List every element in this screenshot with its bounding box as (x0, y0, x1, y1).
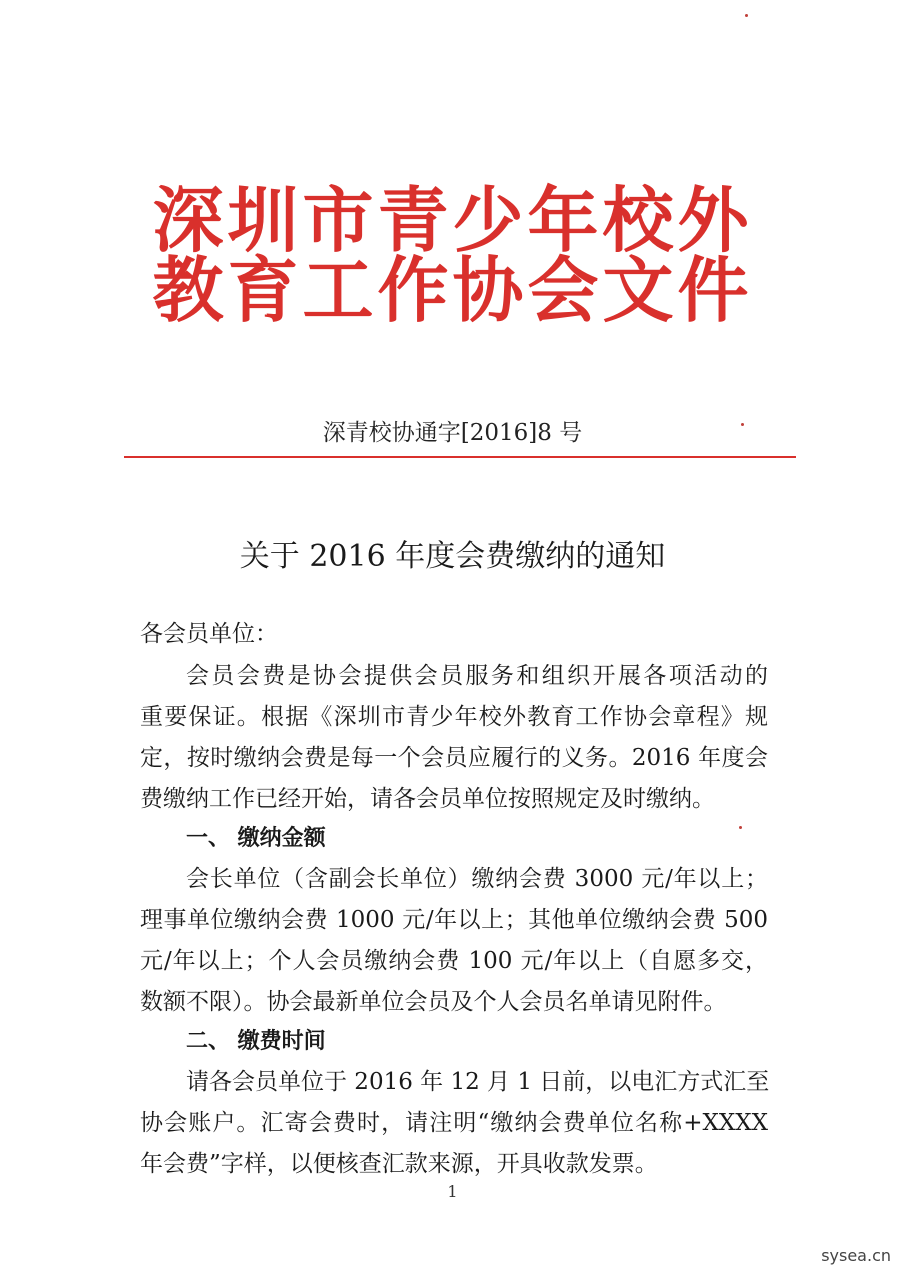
salutation: 各会员单位： (140, 621, 278, 647)
intro-line: 会员会费是协会提供会员服务和组织开展各项活动的 (186, 663, 768, 689)
intro-line: 费缴纳工作已经开始，请各会员单位按照规定及时缴纳。 (140, 786, 715, 812)
red-divider (124, 456, 796, 458)
scan-speck (739, 826, 742, 829)
notice-title: 关于 2016 年度会费缴纳的通知 (239, 539, 666, 574)
section-heading: 一、 缴纳金额 (186, 826, 326, 851)
intro-line: 重要保证。根据《深圳市青少年校外教育工作协会章程》规 (140, 704, 768, 730)
page-number: 1 (447, 1182, 458, 1201)
document-number: 深青校协通字[2016]8 号 (322, 420, 583, 446)
scan-speck (741, 423, 744, 426)
section-heading: 二、 缴费时间 (186, 1029, 326, 1054)
masthead-line-2: 教育工作协会文件 (152, 249, 753, 332)
scan-speck (745, 14, 748, 17)
intro-line: 定，按时缴纳会费是每一个会员应履行的义务。2016 年度会 (140, 745, 768, 771)
section2-line: 年会费”字样，以便核查汇款来源，开具收款发票。 (140, 1151, 658, 1177)
section1-line: 元/年以上；个人会员缴纳会费 100 元/年以上（自愿多交， (140, 948, 768, 974)
section1-line: 理事单位缴纳会费 1000 元/年以上；其他单位缴纳会费 500 (140, 907, 768, 933)
section2-line: 请各会员单位于 2016 年 12 月 1 日前，以电汇方式汇至 (186, 1069, 770, 1095)
section1-line: 会长单位（含副会长单位）缴纳会费 3000 元/年以上； (186, 866, 768, 892)
watermark-text: sysea.cn (821, 1246, 891, 1265)
section2-line: 协会账户。汇寄会费时，请注明“缴纳会费单位名称+XXXX (140, 1110, 768, 1136)
masthead-line-1: 深圳市青少年校外 (152, 179, 753, 262)
section1-line: 数额不限）。协会最新单位会员及个人会员名单请见附件。 (140, 989, 727, 1015)
